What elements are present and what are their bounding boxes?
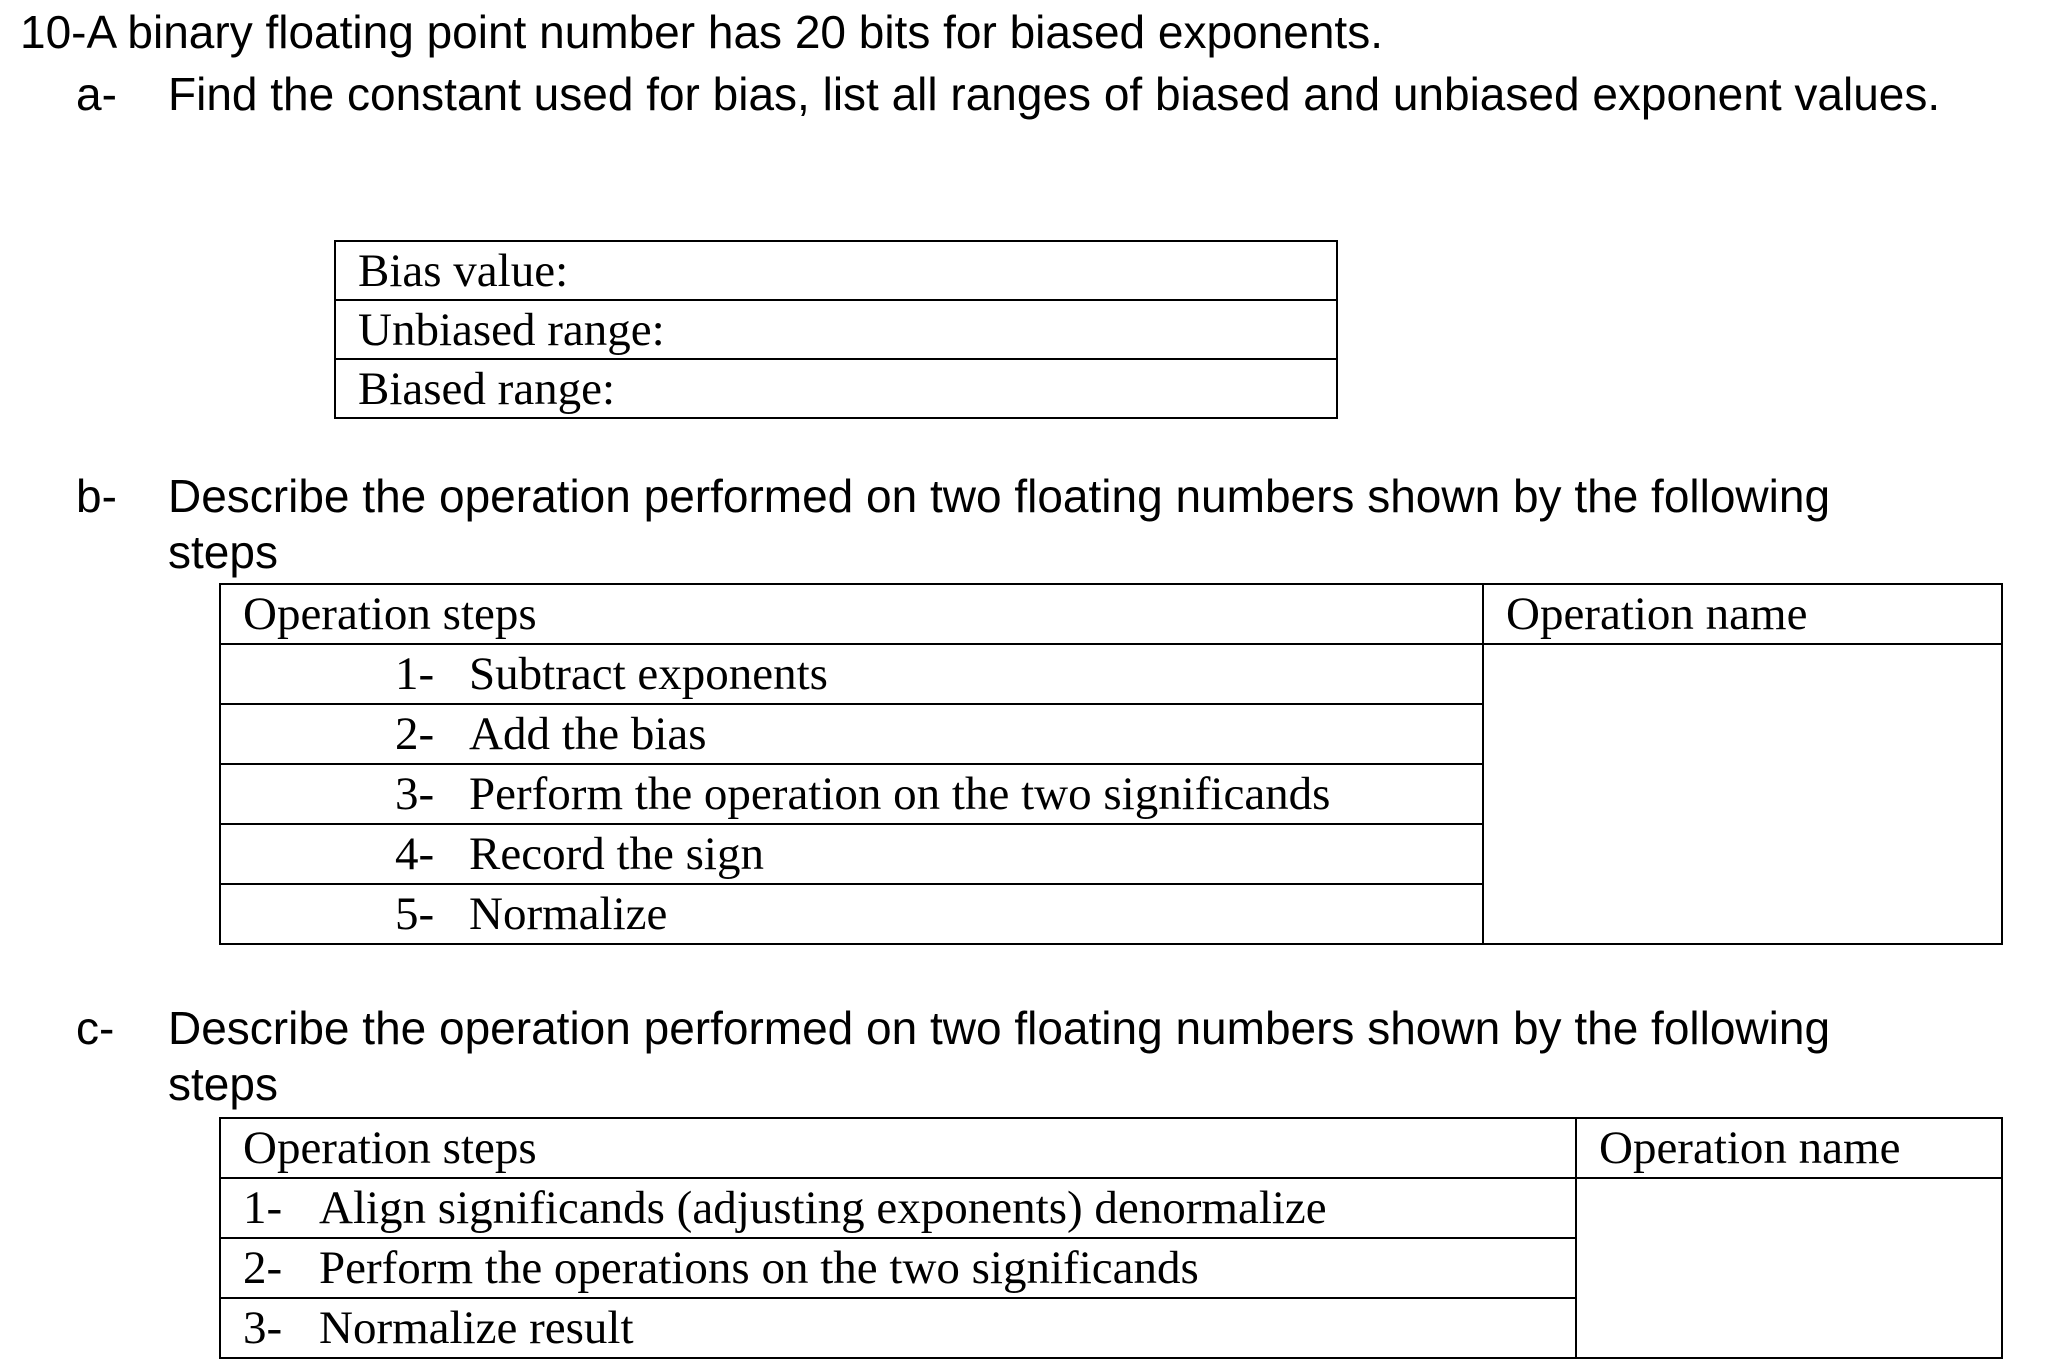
question-title: 10-A binary floating point number has 20 bits for biased exponents. [20, 6, 1383, 58]
table-header-row [220, 584, 2002, 644]
step-cell [220, 1298, 1576, 1358]
step-number: 5- [395, 888, 435, 940]
part-a-text: Find the constant used for bias, list all ranges of biased and unbiased exponent values. [168, 68, 1941, 120]
step-text: Record the sign [469, 828, 764, 880]
part-c-letter: c- [76, 1002, 115, 1054]
step-number: 3- [243, 1302, 283, 1354]
biased-range-cell: Biased range: [335, 359, 1337, 418]
table-row [335, 300, 1337, 359]
step-cell [220, 884, 1483, 944]
header-operation-name: Operation name [1576, 1118, 2002, 1178]
step-text: Normalize result [319, 1302, 634, 1354]
header-operation-name: Operation name [1483, 584, 2002, 644]
header-operation-steps: Operation steps [220, 584, 1483, 644]
step-cell [220, 764, 1483, 824]
step-number: 3- [395, 768, 435, 820]
step-text: Perform the operation on the two significands [469, 768, 1331, 820]
step-cell [220, 1238, 1576, 1298]
step-cell [220, 644, 1483, 704]
part-c-text: Describe the operation performed on two floating numbers shown by the following steps [168, 1002, 1831, 1110]
table-row [335, 241, 1337, 300]
part-b-letter: b- [76, 470, 117, 522]
step-number: 1- [395, 648, 435, 700]
part-b-text: Describe the operation performed on two floating numbers shown by the following steps [168, 470, 1831, 578]
operation-name-answer-cell [1576, 1178, 2002, 1358]
step-text: Normalize [469, 888, 668, 940]
step-number: 1- [243, 1182, 283, 1234]
step-text: Align significands (adjusting exponents) denormalize [319, 1182, 1327, 1234]
step-number: 4- [395, 828, 435, 880]
table-row [220, 1178, 2002, 1238]
table-row [220, 644, 2002, 704]
operation-c-table [219, 1117, 2003, 1359]
table-header-row [220, 1118, 2002, 1178]
operation-b-table [219, 583, 2003, 945]
unbiased-range-cell: Unbiased range: [335, 300, 1337, 359]
step-cell [220, 1178, 1576, 1238]
table-row [335, 359, 1337, 418]
step-cell [220, 824, 1483, 884]
header-operation-steps: Operation steps [220, 1118, 1576, 1178]
step-text: Subtract exponents [469, 648, 828, 700]
bias-value-cell: Bias value: [335, 241, 1337, 300]
step-text: Add the bias [469, 708, 707, 760]
step-text: Perform the operations on the two significands [319, 1242, 1199, 1294]
part-a-letter: a- [76, 68, 117, 120]
step-number: 2- [243, 1242, 283, 1294]
step-cell [220, 704, 1483, 764]
bias-table [334, 240, 1338, 419]
step-number: 2- [395, 708, 435, 760]
operation-name-answer-cell [1483, 644, 2002, 944]
